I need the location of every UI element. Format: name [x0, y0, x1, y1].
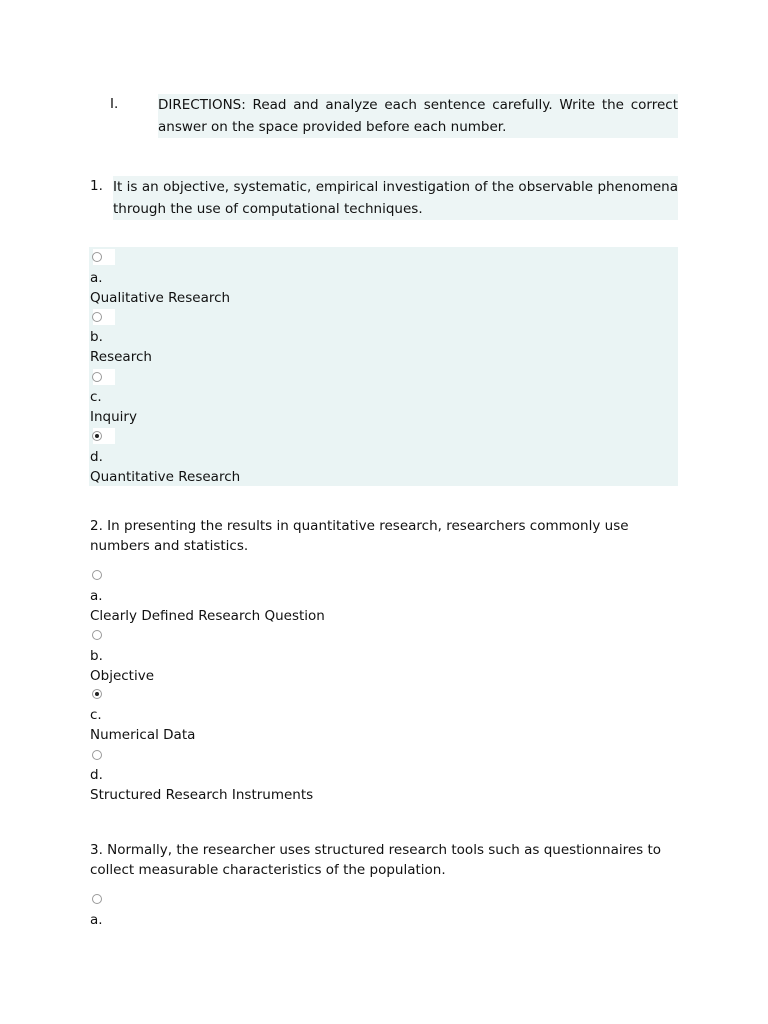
q1-option-d-radio[interactable]	[92, 431, 102, 441]
q2-option-a-letter: a.	[90, 588, 103, 604]
question-1-options-panel	[89, 247, 678, 486]
q2-option-c-letter: c.	[90, 707, 102, 723]
question-1-number: 1.	[90, 178, 103, 194]
q1-option-a-letter: a.	[90, 270, 103, 286]
q2-option-b-label: Objective	[90, 668, 155, 684]
section-roman-numeral: I.	[110, 96, 119, 112]
question-1-text: It is an objective, systematic, empirical investigation of the observable phenomena through the use of computational techniques.	[113, 176, 678, 220]
q2-option-c-radio[interactable]	[92, 689, 102, 699]
directions-text: DIRECTIONS: Read and analyze each sentence carefully. Write the correct answer on the space provided before each number.	[158, 94, 678, 138]
q1-option-c-letter: c.	[90, 389, 102, 405]
q1-option-a-label: Qualitative Research	[90, 290, 231, 306]
q1-option-d-letter: d.	[90, 449, 103, 465]
q2-option-a-radio[interactable]	[92, 570, 102, 580]
q2-option-d-label: Structured Research Instruments	[90, 787, 314, 803]
q1-option-b-radio[interactable]	[92, 312, 102, 322]
q2-option-b-letter: b.	[90, 648, 103, 664]
q1-option-b-label: Research	[90, 349, 152, 365]
q2-option-a-label: Clearly Defined Research Question	[90, 608, 325, 624]
q2-option-c-label: Numerical Data	[90, 727, 196, 743]
question-2-text: 2. In presenting the results in quantitative research, researchers commonly use numbers and statistics.	[90, 518, 629, 554]
q2-option-d-radio[interactable]	[92, 750, 102, 760]
question-3-text: 3. Normally, the researcher uses structured research tools such as questionnaires to collect measurable characteristics of the population.	[90, 842, 662, 878]
q2-option-d-letter: d.	[90, 767, 103, 783]
q3-option-a-letter: a.	[90, 912, 103, 928]
q1-option-d-label: Quantitative Research	[90, 469, 241, 485]
q1-option-a-radio[interactable]	[92, 252, 102, 262]
q1-option-b-letter: b.	[90, 329, 103, 345]
q1-option-c-label: Inquiry	[90, 409, 137, 425]
q2-option-b-radio[interactable]	[92, 630, 102, 640]
q1-option-c-radio[interactable]	[92, 372, 102, 382]
q3-option-a-radio[interactable]	[92, 894, 102, 904]
